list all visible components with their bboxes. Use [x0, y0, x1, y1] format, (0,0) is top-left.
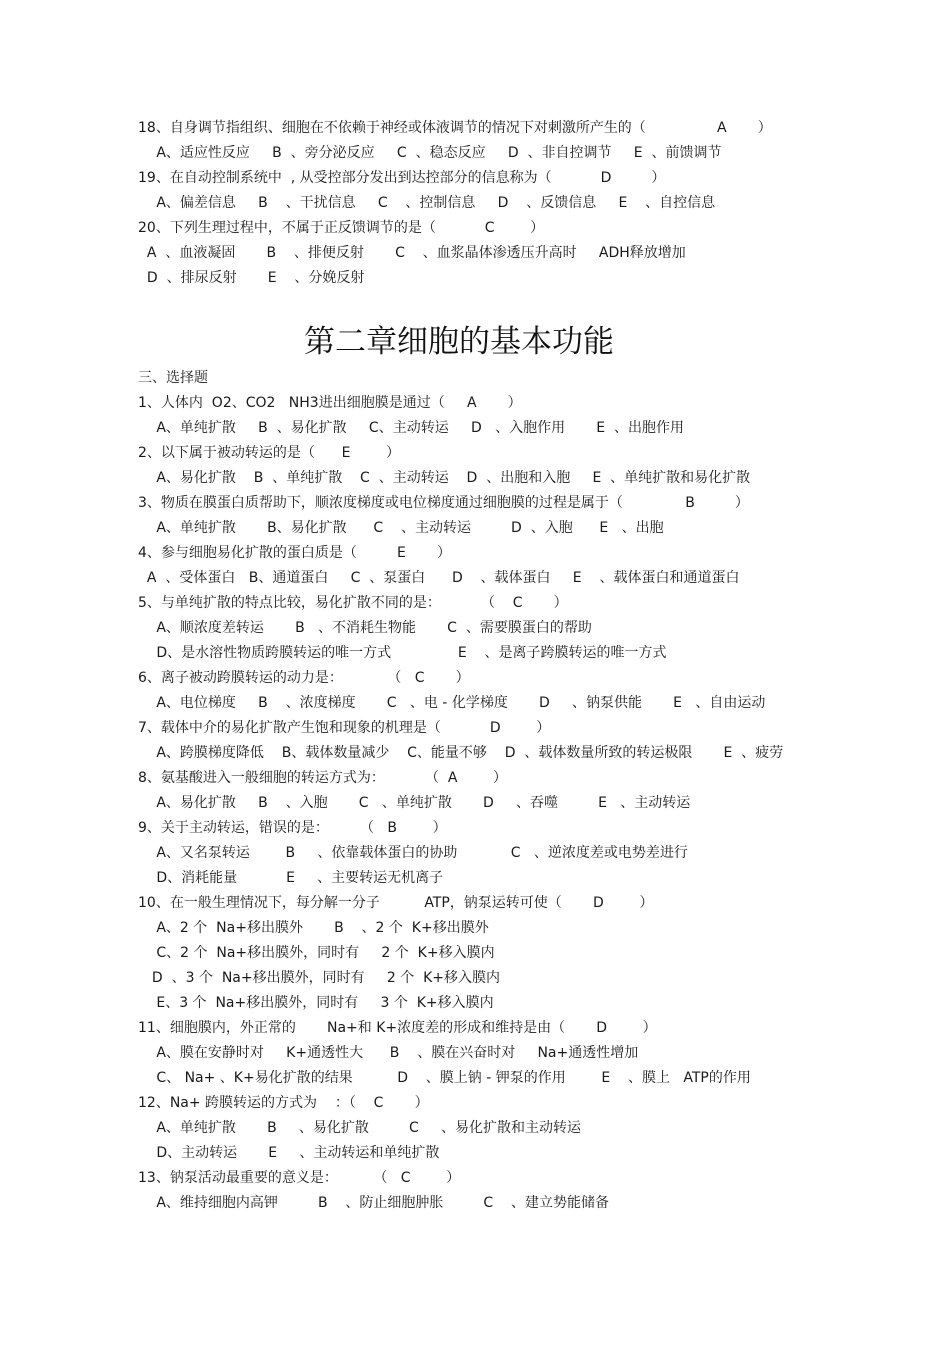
question-9-options: D、消耗能量 E 、主要转运无机离子: [143, 870, 444, 886]
question-3-options: A、单纯扩散 B、易化扩散 C 、主动转运 D 、入胞 E 、出胞: [143, 520, 664, 536]
question-13: 13、钠泵活动最重要的意义是： （ C ）: [138, 1170, 461, 1186]
question-10-options: A、2 个 Na+移出膜外 B 、2 个 K+移出膜外: [143, 920, 489, 936]
question-10-options: D 、3 个 Na+移出膜外，同时有 2 个 K+移入膜内: [143, 970, 501, 986]
question-8-options: A、易化扩散 B 、入胞 C 、单纯扩散 D 、吞噬 E 、主动转运: [143, 795, 691, 811]
question-4: 4、参与细胞易化扩散的蛋白质是（ E ）: [138, 545, 451, 561]
section-label: 三、选择题: [138, 370, 208, 386]
question-11: 11、细胞膜内，外正常的 Na+和 K+浓度差的形成和维持是由（ D ）: [138, 1020, 657, 1036]
question-10: 10、在一般生理情况下，每分解一分子 ATP，钠泵运转可使（ D ）: [138, 895, 654, 911]
question-12-options: D、主动转运 E 、主动转运和单纯扩散: [143, 1145, 440, 1161]
question-3: 3、物质在膜蛋白质帮助下，顺浓度梯度或电位梯度通过细胞膜的过程是属于（ B ）: [138, 495, 749, 511]
question-11-options: C、 Na+ 、K+易化扩散的结果 D 、膜上钠 - 钾泵的作用 E 、膜上 ATP的作用: [143, 1070, 751, 1086]
question-7-options: A、跨膜梯度降低 B、载体数量减少 C、能量不够 D 、载体数量所致的转运极限 E 、疲劳: [143, 745, 784, 761]
question-10-options: C、2 个 Na+移出膜外，同时有 2 个 K+移入膜内: [143, 945, 495, 961]
chapter-title: 第二章细胞的基本功能: [304, 324, 614, 360]
question-19: 19、在自动控制系统中 , 从受控部分发出到达控部分的信息称为（ D ）: [138, 170, 666, 186]
question-18-options: A、适应性反应 B 、旁分泌反应 C 、稳态反应 D 、非自控调节 E 、前馈调节: [143, 145, 722, 161]
question-1: 1、人体内 O2、CO2 NH3进出细胞膜是通过（ A ）: [138, 395, 522, 411]
question-20: 20、下列生理过程中，不属于正反馈调节的是（ C ）: [138, 220, 545, 236]
question-2: 2、以下属于被动转运的是（ E ）: [138, 445, 401, 461]
question-5-options: D、是水溶性物质跨膜转运的唯一方式 E 、是离子跨膜转运的唯一方式: [143, 645, 667, 661]
question-20-options: A 、血液凝固 B 、排便反射 C 、血浆晶体渗透压升高时 ADH释放增加: [138, 245, 686, 261]
question-18: 18、自身调节指组织、细胞在不依赖于神经或体液调节的情况下对刺激所产生的（ A ）: [138, 120, 772, 136]
question-20-options: D 、排尿反射 E 、分娩反射: [138, 270, 365, 286]
question-1-options: A、单纯扩散 B 、易化扩散 C、主动转运 D 、入胞作用 E 、出胞作用: [143, 420, 684, 436]
question-19-options: A、偏差信息 B 、干扰信息 C 、控制信息 D 、反馈信息 E 、自控信息: [143, 195, 716, 211]
question-11-options: A、膜在安静时对 K+通透性大 B 、膜在兴奋时对 Na+通透性增加: [143, 1045, 639, 1061]
question-2-options: A、易化扩散 B 、单纯扩散 C 、主动转运 D 、出胞和入胞 E 、单纯扩散和易化扩散: [143, 470, 751, 486]
question-4-options: A 、受体蛋白 B、通道蛋白 C 、泵蛋白 D 、载体蛋白 E 、载体蛋白和通道蛋白: [138, 570, 740, 586]
question-9-options: A、又名泵转运 B 、依靠载体蛋白的协助 C 、逆浓度差或电势差进行: [143, 845, 688, 861]
question-10-options: E、3 个 Na+移出膜外，同时有 3 个 K+移入膜内: [143, 995, 494, 1011]
question-12-options: A、单纯扩散 B 、易化扩散 C 、易化扩散和主动转运: [143, 1120, 582, 1136]
question-5-options: A、顺浓度差转运 B 、不消耗生物能 C 、需要膜蛋白的帮助: [143, 620, 592, 636]
question-12: 12、Na+ 跨膜转运的方式为 ：（ C ）: [138, 1095, 429, 1111]
question-7: 7、载体中介的易化扩散产生饱和现象的机理是（ D ）: [138, 720, 551, 736]
question-6-options: A、电位梯度 B 、浓度梯度 C 、电 - 化学梯度 D 、钠泵供能 E 、自由运动: [143, 695, 766, 711]
question-13-options: A、维持细胞内高钾 B 、防止细胞肿胀 C 、建立势能储备: [143, 1195, 610, 1211]
question-5: 5、与单纯扩散的特点比较，易化扩散不同的是： （ C ）: [138, 595, 568, 611]
question-6: 6、离子被动跨膜转运的动力是： （ C ）: [138, 670, 470, 686]
question-8: 8、氨基酸进入一般细胞的转运方式为： （ A ）: [138, 770, 508, 786]
question-9: 9、关于主动转运，错误的是： （ B ）: [138, 820, 447, 836]
